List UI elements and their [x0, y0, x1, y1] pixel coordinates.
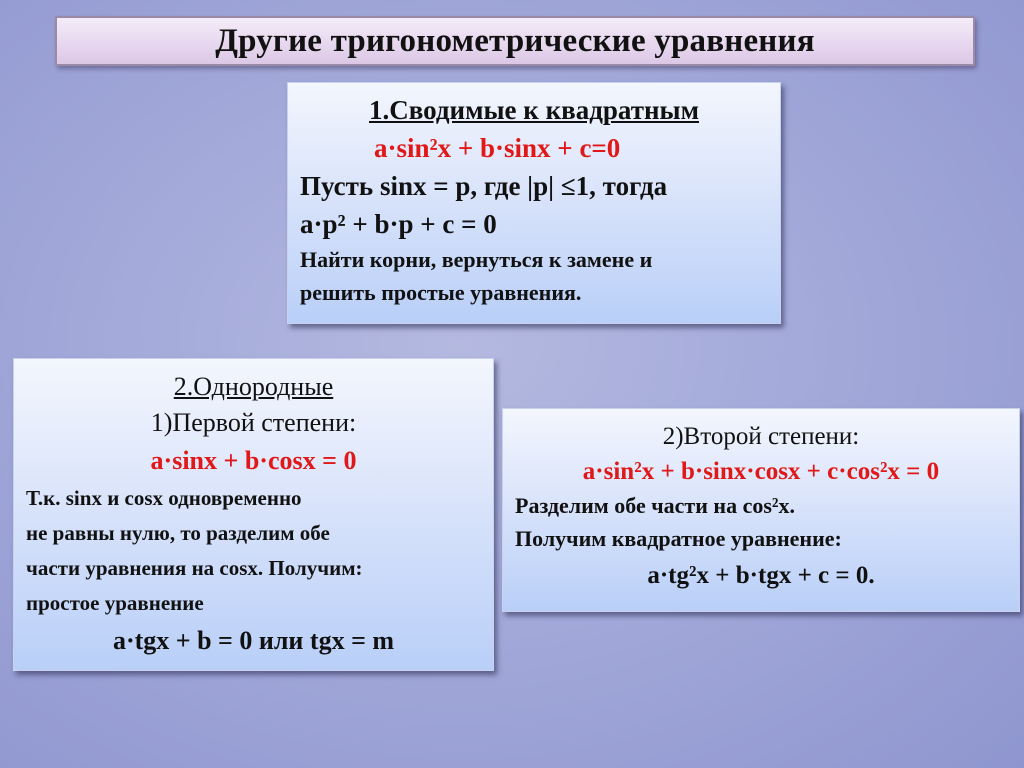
section1-formula: a·sin²x + b·sinx + c=0: [374, 133, 621, 163]
section2-heading: 2.Однородные: [173, 372, 334, 401]
section2-line5: a·tgx + b = 0 или tgx = m: [112, 626, 395, 655]
section3-formula: a·sin²x + b·sinx·cosx + c·cos²x = 0: [582, 458, 940, 485]
section1-line2: a·p² + b·p + c = 0: [300, 209, 497, 239]
section-reducible-to-quadratic: [287, 82, 781, 324]
section2-formula: a·sinx + b·cosx = 0: [150, 446, 357, 475]
section1-line3: Найти корни, вернуться к замене и: [300, 247, 653, 272]
section1-line4: решить простые уравнения.: [300, 280, 582, 305]
title-bar: [55, 16, 975, 66]
section3-line2: Получим квадратное уравнение:: [515, 526, 842, 551]
section2-line3: части уравнения на cosx. Получим:: [26, 556, 363, 580]
section1-line1: Пусть sinx = p, где |p| ≤1, тогда: [300, 171, 668, 201]
section1-heading: 1.Сводимые к квадратным: [369, 95, 699, 125]
section3-line1: Разделим обе части на cos²x.: [515, 493, 796, 518]
section2-line1: Т.к. sinx и cosx одновременно: [26, 486, 302, 510]
section-homogeneous: [13, 358, 494, 671]
section3-subheading: 2)Второй степени:: [662, 423, 860, 450]
section2-line2: не равны нулю, то разделим обе: [26, 521, 330, 545]
section2-subheading: 1)Первой степени:: [150, 408, 357, 437]
section3-line3: a·tg²x + b·tgx + c = 0.: [647, 562, 875, 589]
section-second-degree: [502, 408, 1020, 612]
section2-line4: простое уравнение: [26, 591, 204, 615]
page-title: Другие тригонометрические уравнения: [215, 22, 815, 59]
